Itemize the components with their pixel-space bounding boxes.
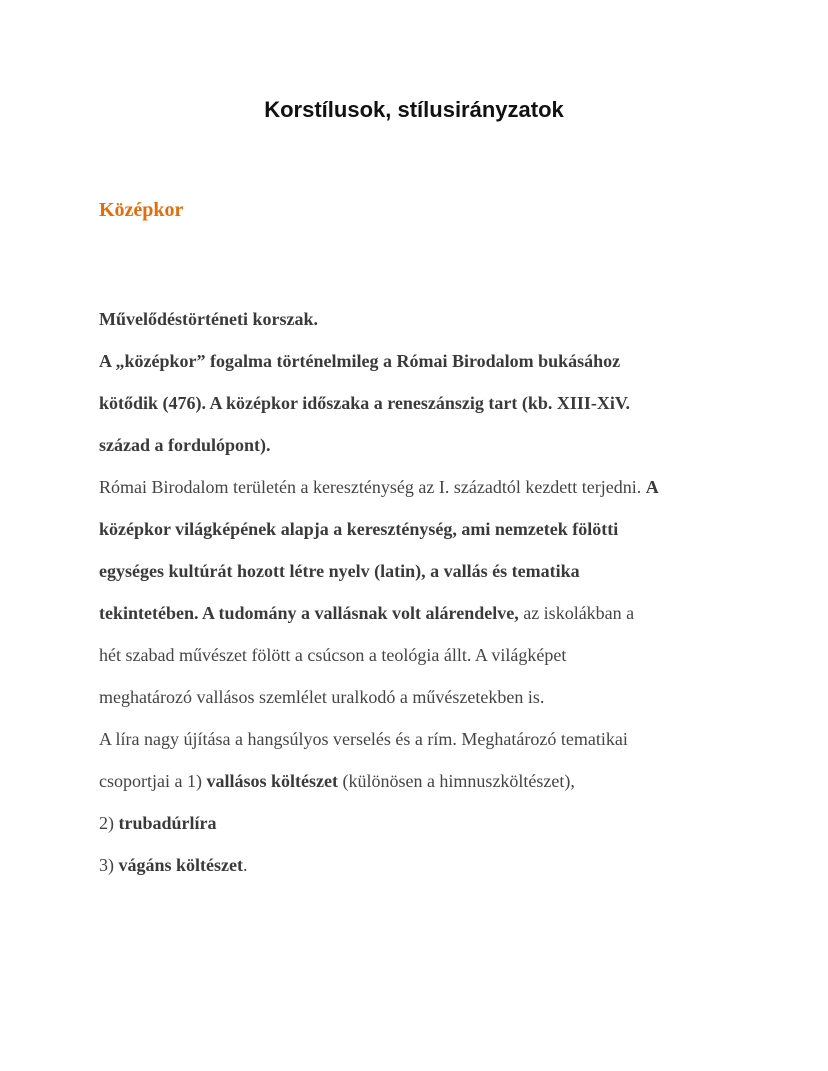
text-line	[99, 557, 739, 599]
bold-text-run: trubadúrlíra	[118, 813, 217, 833]
text-line	[99, 431, 739, 473]
text-line	[99, 515, 739, 557]
text-run: 3)	[99, 855, 119, 875]
body-text	[99, 305, 739, 893]
text-line	[99, 641, 739, 683]
bold-text-run: Művelődéstörténeti korszak.	[99, 309, 318, 329]
text-line	[99, 389, 739, 431]
text-run: az iskolákban a	[518, 603, 635, 623]
text-line	[99, 851, 739, 893]
text-line	[99, 683, 739, 725]
bold-text-run: vallásos költészet	[206, 771, 338, 791]
bold-text-run: egységes kultúrát hozott létre nyelv (latin), a vallás és tematika	[99, 561, 580, 581]
text-run: csoportjai a 1)	[99, 771, 207, 791]
text-run: meghatározó vallásos szemlélet uralkodó a művészetekben is.	[99, 687, 545, 707]
text-line	[99, 599, 739, 641]
text-run: Római Birodalom területén a kereszténység az I. századtól kezdett terjedni.	[99, 477, 646, 497]
text-run: (különösen a himnuszköltészet),	[337, 771, 575, 791]
bold-text-run: A	[645, 477, 659, 497]
text-line	[99, 809, 739, 851]
text-run: 2)	[99, 813, 119, 833]
bold-text-run: század a fordulópont).	[99, 435, 271, 455]
bold-text-run: vágáns költészet	[118, 855, 243, 875]
text-run: hét szabad művészet fölött a csúcson a teológia állt. A világképet	[99, 645, 567, 665]
bold-text-run: középkor világképének alapja a kereszténység, ami nemzetek fölötti	[99, 519, 619, 539]
text-run: A líra nagy újítása a hangsúlyos verselés és a rím. Meghatározó tematikai	[99, 729, 628, 749]
text-line	[99, 347, 739, 389]
bold-text-run: kötődik (476). A középkor időszaka a reneszánszig tart (kb. XIII-XiV.	[99, 393, 631, 413]
text-line	[99, 305, 739, 347]
text-line	[99, 767, 739, 809]
bold-text-run: tekintetében. A tudomány a vallásnak volt alárendelve,	[99, 603, 519, 623]
text-line	[99, 725, 739, 767]
page-title: Korstílusok, stílusirányzatok	[264, 97, 564, 122]
text-run: .	[243, 855, 248, 875]
text-line	[99, 473, 739, 515]
bold-text-run: A „középkor” fogalma történelmileg a Római Birodalom bukásához	[99, 351, 621, 371]
section-heading: Középkor	[99, 199, 184, 221]
